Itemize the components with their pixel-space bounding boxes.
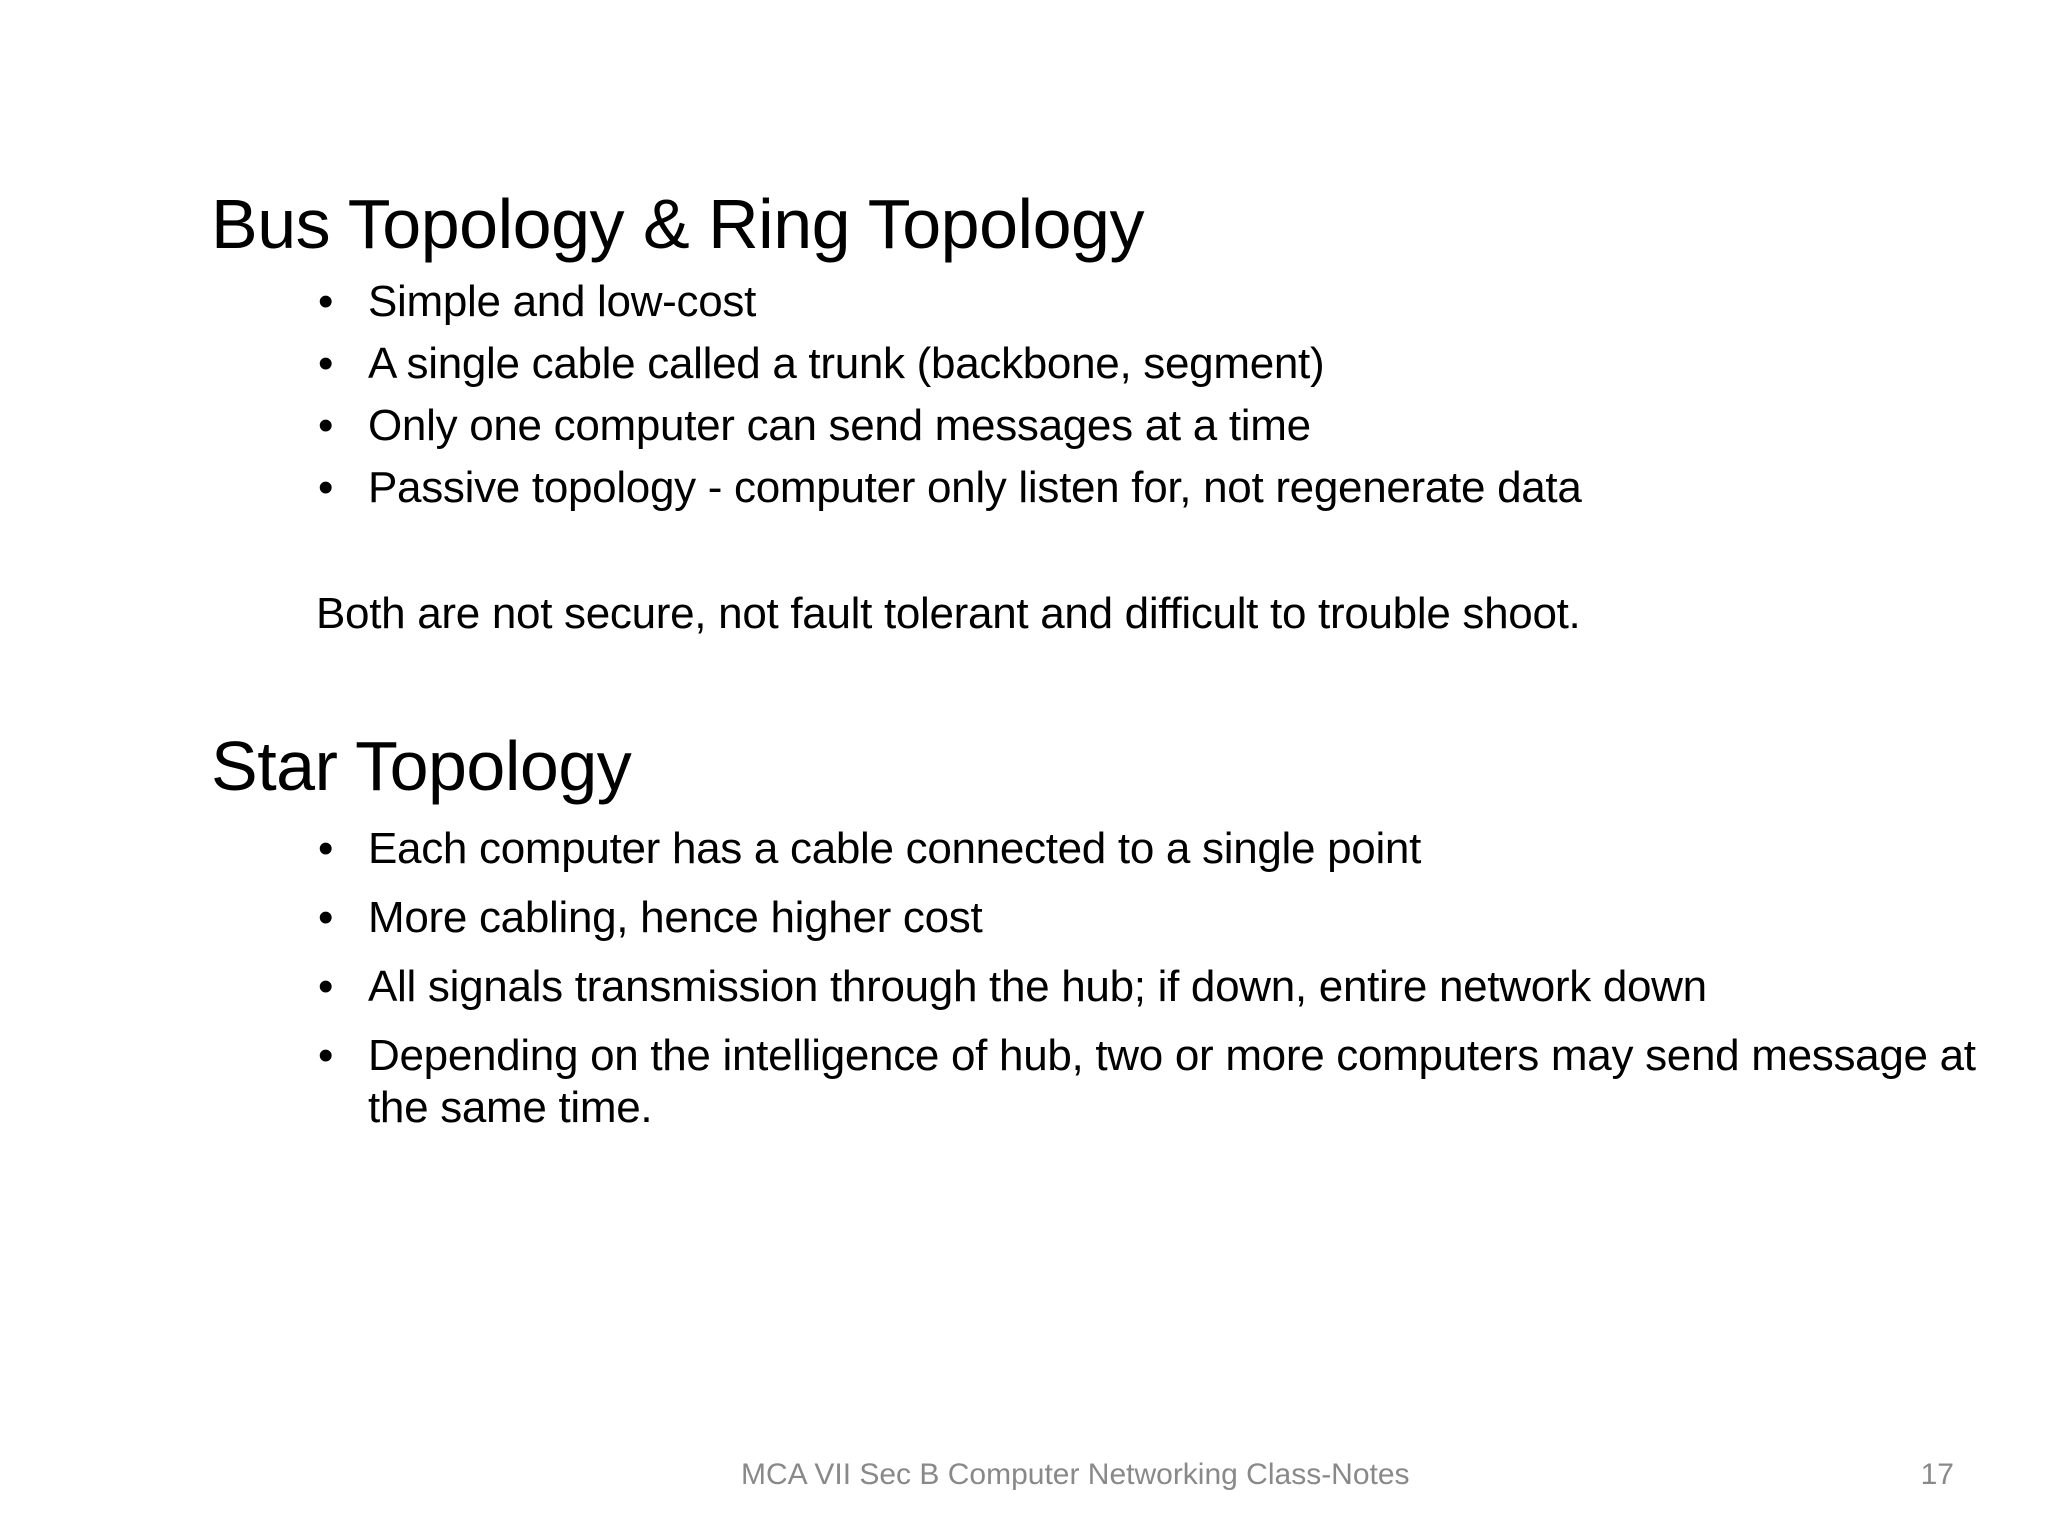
star-bullet-list [316,823,1996,1151]
bullet-icon: • [318,463,334,512]
bullet-icon: • [318,824,334,873]
footer-course-title: MCA VII Sec B Computer Networking Class-Notes [741,1458,1410,1491]
list-item [316,961,1996,1013]
bullet-icon: • [318,893,334,942]
bullet-text: Depending on the intelligence of hub, two or more computers may send message at the same time. [368,1031,1976,1132]
bullet-text: Passive topology - computer only listen for, not regenerate data [368,463,1582,512]
bullet-text: More cabling, hence higher cost [368,893,983,942]
list-item [316,462,1996,524]
bullet-text: Each computer has a cable connected to a single point [368,824,1422,873]
bullet-text: A single cable called a trunk (backbone, segment) [368,339,1325,388]
bus-ring-bullet-list [316,276,1996,524]
list-item [316,892,1996,944]
bullet-icon: • [318,1031,334,1080]
list-item [316,400,1996,462]
page-number: 17 [1920,1458,1954,1491]
bullet-icon: • [318,962,334,1011]
section-title-star: Star Topology [211,727,632,805]
bullet-icon: • [318,401,334,450]
list-item [316,823,1996,875]
bullet-text: Only one computer can send messages at a time [368,401,1311,450]
bullet-text: Simple and low-cost [368,277,757,326]
list-item [316,338,1996,400]
bus-ring-summary-note: Both are not secure, not fault tolerant and difficult to trouble shoot. [316,589,1581,638]
bullet-icon: • [318,277,334,326]
bullet-text: All signals transmission through the hub; if down, entire network down [368,962,1707,1011]
bullet-icon: • [318,339,334,388]
list-item [316,276,1996,338]
section-title-bus-ring: Bus Topology & Ring Topology [211,185,1144,263]
list-item [316,1030,1996,1134]
